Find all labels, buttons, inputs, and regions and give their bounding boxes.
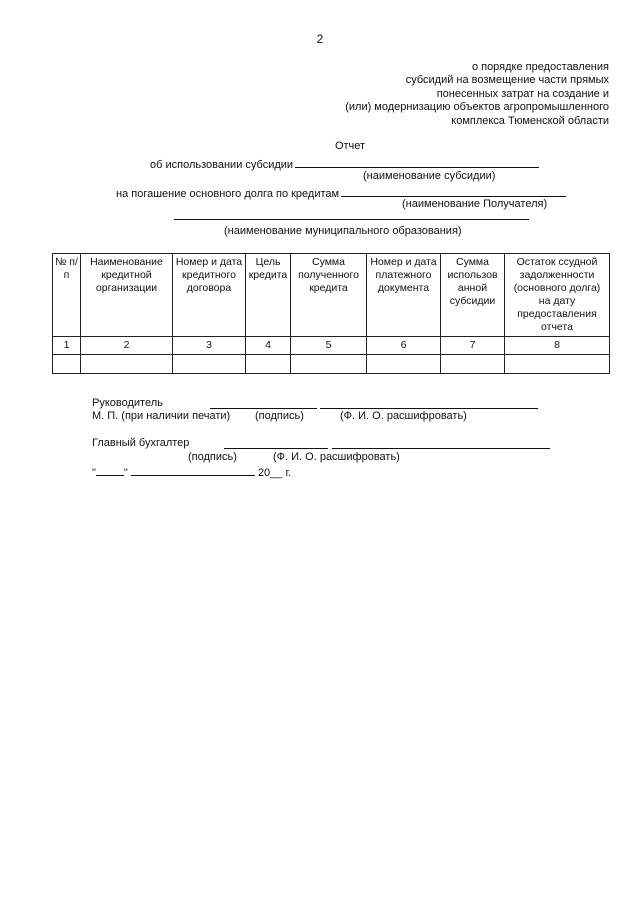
header-line: (или) модернизацию объектов агропромышленного (345, 101, 609, 114)
column-number: 1 (53, 337, 81, 355)
table-cell[interactable] (173, 355, 246, 374)
header-line: комплекса Тюменской области (451, 114, 609, 127)
table-header-row (53, 254, 610, 337)
header-line: субсидий на возмещение части прямых (405, 74, 609, 87)
header-reference (345, 61, 609, 128)
accountant-name-line[interactable] (332, 437, 550, 449)
head-name-line[interactable] (320, 397, 538, 409)
date-quote-open: " (92, 467, 96, 479)
table-cell[interactable] (53, 355, 81, 374)
head-signature-line[interactable] (210, 397, 317, 409)
recipient-blank-line[interactable] (341, 185, 566, 197)
subsidy-label: об использовании субсидии (150, 159, 294, 171)
head-name-caption: (Ф. И. О. расшифровать) (340, 410, 467, 422)
recipient-label: на погашение основного долга по кредитам (116, 188, 340, 200)
accountant-name-caption: (Ф. И. О. расшифровать) (273, 451, 400, 463)
stamp-label: М. П. (при наличии печати) (92, 410, 231, 422)
column-number: 5 (291, 337, 367, 355)
column-number: 2 (81, 337, 173, 355)
table-cell[interactable] (246, 355, 291, 374)
report-title: Отчет (334, 140, 366, 152)
table-cell[interactable] (81, 355, 173, 374)
column-number-row (53, 337, 610, 355)
head-label: Руководитель (92, 397, 163, 409)
table-row (53, 355, 610, 374)
column-number: 3 (173, 337, 246, 355)
column-header: № п/п (53, 254, 81, 337)
column-header: Номер и дата кредитного договора (173, 254, 246, 337)
subsidy-caption: (наименование субсидии) (363, 170, 496, 182)
date-line (92, 464, 291, 480)
column-number: 7 (441, 337, 505, 355)
accountant-signature-caption: (подпись) (188, 451, 237, 463)
date-month-blank[interactable] (131, 464, 255, 476)
column-number: 4 (246, 337, 291, 355)
accountant-signature-line[interactable] (224, 437, 328, 449)
date-quote-close: " (123, 467, 128, 479)
table-cell[interactable] (367, 355, 441, 374)
page-number: 2 (316, 32, 324, 46)
table-cell[interactable] (441, 355, 505, 374)
date-day-blank[interactable] (96, 464, 124, 476)
table-cell[interactable] (505, 355, 610, 374)
column-number: 6 (367, 337, 441, 355)
accountant-label: Главный бухгалтер (92, 437, 190, 449)
column-header: Наименование кредитной организации (81, 254, 173, 337)
column-number: 8 (505, 337, 610, 355)
table-cell[interactable] (291, 355, 367, 374)
column-header: Сумма использов анной субсидии (441, 254, 505, 337)
column-header: Остаток ссудной задолженности (основного долга) на дату предоставления отчета (505, 254, 610, 337)
header-line: о порядке предоставления (471, 61, 609, 73)
column-header: Цель кредита (246, 254, 291, 337)
report-table (52, 253, 610, 374)
subsidy-blank-line[interactable] (295, 156, 539, 168)
municipality-caption: (наименование муниципального образования) (224, 225, 462, 237)
date-year: 20__ г. (257, 467, 292, 479)
municipality-blank-line[interactable] (174, 208, 529, 220)
head-signature-caption: (подпись) (255, 410, 304, 422)
column-header: Номер и дата платежного документа (367, 254, 441, 337)
header-line: понесенных затрат на создание и (436, 87, 609, 100)
column-header: Сумма полученного кредита (291, 254, 367, 337)
recipient-caption: (наименование Получателя) (402, 198, 548, 210)
